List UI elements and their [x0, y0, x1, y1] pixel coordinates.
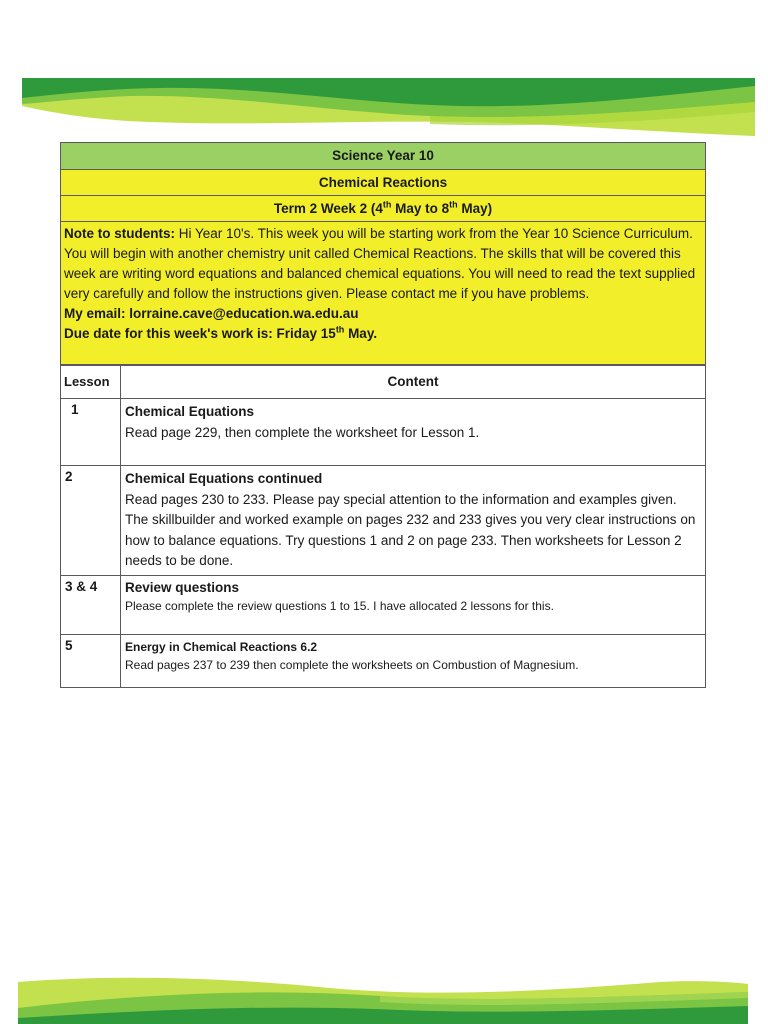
lesson-title: Chemical Equations — [125, 404, 255, 419]
note-text: Hi Year 10's. This week you will be starting work from the Year 10 Science Curriculum. You will begin with another chemistry unit called Chemical Reactions. The skills that will be covered this week are writing word equations and balanced chemical equations. You will need to read the text supplied very carefully and follow the instructions given. Please contact me if you have problems. — [64, 226, 696, 301]
lesson-title: Review questions — [125, 579, 240, 595]
subject-row — [61, 143, 706, 170]
due-date-line: Due date for this week's work is: Friday 15th May. — [64, 324, 378, 341]
subject-title: Science Year 10 — [61, 143, 706, 170]
header-table — [60, 142, 706, 365]
table-row — [61, 575, 706, 634]
table-row — [61, 634, 706, 687]
lesson-number: 1 — [61, 399, 121, 466]
lesson-content — [121, 575, 706, 634]
lesson-column-header: Lesson — [61, 366, 121, 399]
unit-row — [61, 170, 706, 196]
week-row — [61, 196, 706, 222]
weekly-work-sheet — [60, 142, 706, 688]
bottom-wave-banner — [0, 968, 768, 1024]
table-row — [61, 466, 706, 576]
top-wave-banner — [0, 72, 768, 144]
email-line: My email: lorraine.cave@education.wa.edu.au — [64, 306, 359, 321]
note-to-students — [61, 222, 706, 365]
note-row — [61, 222, 706, 365]
table-row — [61, 399, 706, 466]
lesson-content — [121, 634, 706, 687]
lesson-number: 5 — [61, 634, 121, 687]
lesson-instructions: Read pages 230 to 233. Please pay special attention to the information and examples given. The skillbuilder and worked example on pages 232 and 233 gives you very clear instructions on how to balance equations. Try questions 1 and 2 on page 233. Then worksheets for Lesson 2 needs to be done. — [125, 491, 696, 568]
lesson-number: 2 — [61, 466, 121, 576]
lessons-table — [60, 365, 706, 688]
lesson-instructions: Please complete the review questions 1 to 15. I have allocated 2 lessons for this. — [125, 598, 554, 613]
lesson-instructions: Read page 229, then complete the worksheet for Lesson 1. — [125, 424, 480, 440]
lesson-title: Energy in Chemical Reactions 6.2 — [125, 639, 318, 654]
content-column-header: Content — [121, 366, 706, 399]
lessons-header-row — [61, 366, 706, 399]
unit-title: Chemical Reactions — [61, 170, 706, 196]
week-title: Term 2 Week 2 (4th May to 8th May) — [61, 196, 706, 222]
note-label: Note to students: — [64, 226, 175, 241]
lesson-number: 3 & 4 — [61, 575, 121, 634]
lesson-content — [121, 399, 706, 466]
lesson-title: Chemical Equations continued — [125, 471, 323, 486]
lesson-content — [121, 466, 706, 576]
lesson-instructions: Read pages 237 to 239 then complete the worksheets on Combustion of Magnesium. — [125, 657, 579, 672]
